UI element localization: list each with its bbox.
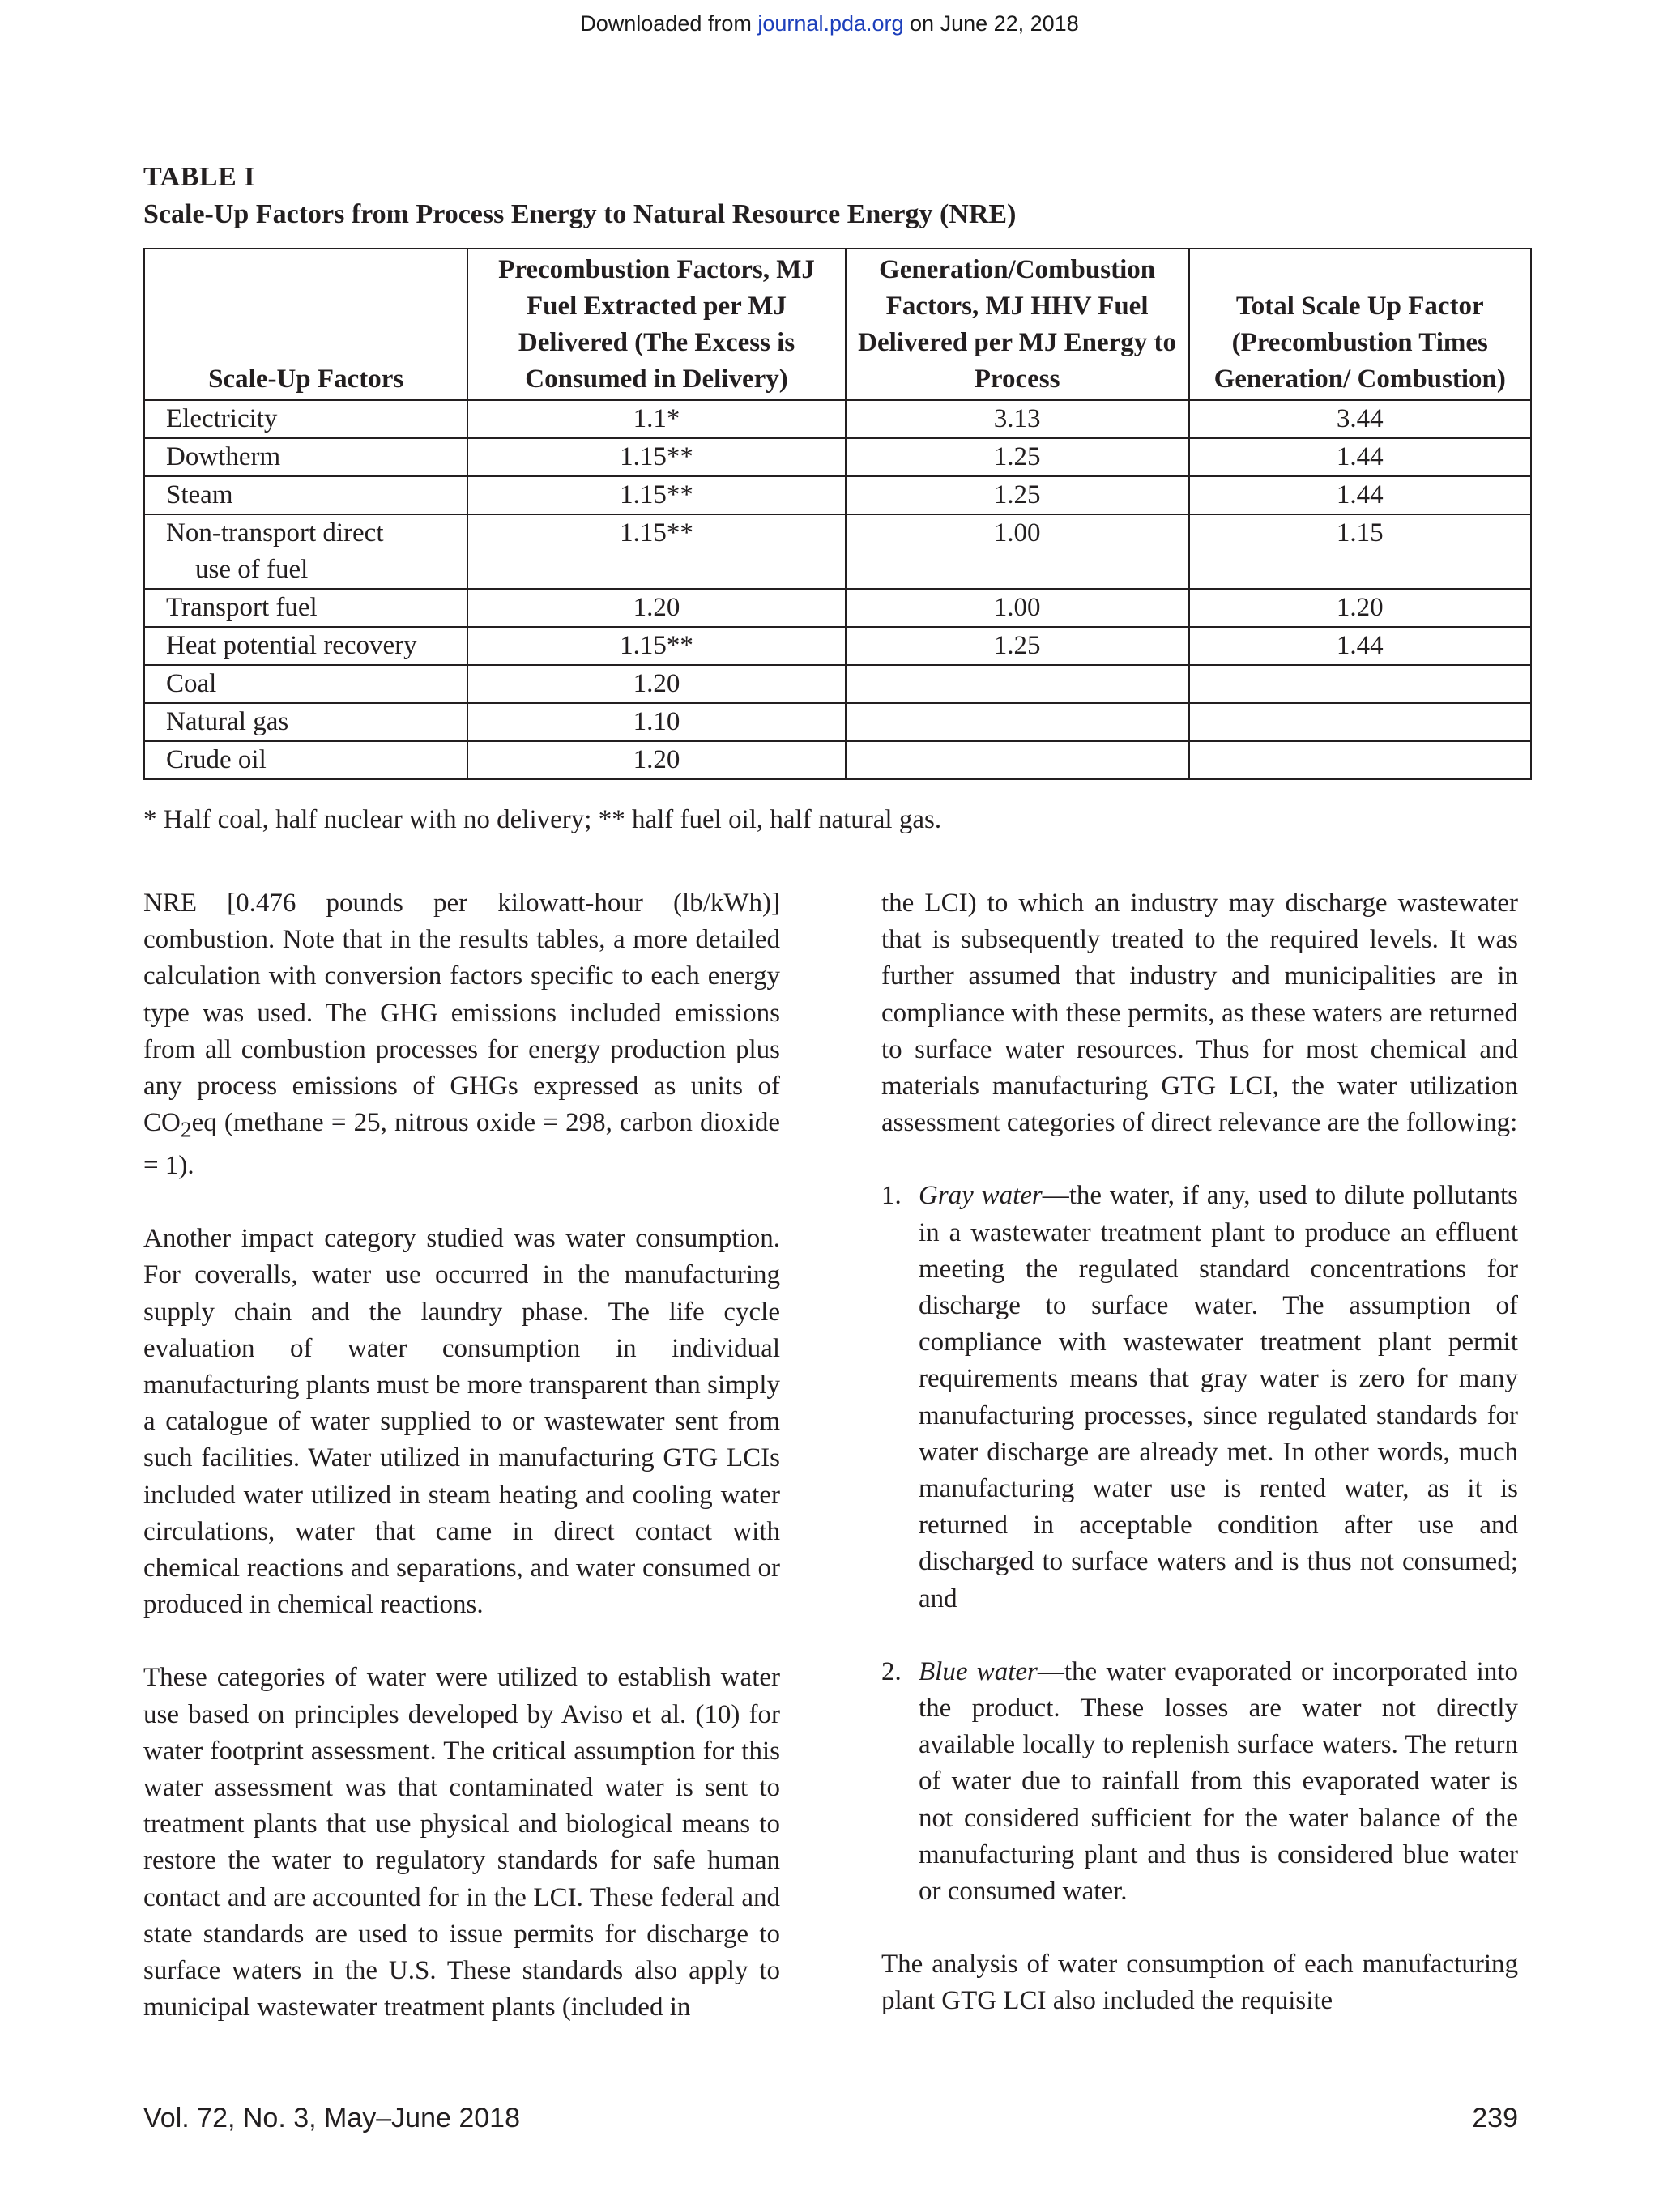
paragraph: These categories of water were utilized to establish water use based on principles developed by Aviso et al. (10) for water footprint assessment. The critical assumption for this water assessment was that contaminated water is sent to treatment plants that use physical and biological means to restore the water to regulatory standards for safe human contact and are accounted for in the LCI. These federal and state standards are used to issue permits for discharge to surface waters in the U.S. These standards also apply to municipal wastewater treatment plants (included in [143,1663,780,2022]
factor-cell: Steam [144,476,467,514]
list-number: 1. [881,1181,902,1211]
generation-cell: 1.00 [846,589,1189,627]
factor-cell: Heat potential recovery [144,627,467,665]
left-column [143,885,780,2026]
total-cell [1189,741,1532,779]
generation-cell: 1.25 [846,627,1189,665]
factor-cell: Natural gas [144,703,467,741]
journal-issue: Vol. 72, No. 3, May–June 2018 [143,2103,520,2133]
table-header-row [144,249,1531,400]
precombustion-cell: 1.1* [467,400,845,438]
paragraph: Another impact category studied was water consumption. For coveralls, water use occurred in the manufacturing supply chain and the laundry phase. The life cycle evaluation of water consumption in individual manufacturing plants must be more transparent than simply a catalogue of water supplied to or wastewater sent from such facilities. Water utilized in manufacturing GTG LCIs included water utilized in steam heating and cooling water circulations, water that came in direct contact with chemical reactions and separations, and water consumed or produced in chemical reactions. [143,1224,780,1620]
right-column [881,885,1518,2020]
total-cell: 1.44 [1189,476,1532,514]
factor-cell: Crude oil [144,741,467,779]
download-prefix: Downloaded from [580,11,758,36]
generation-cell: 3.13 [846,400,1189,438]
precombustion-cell: 1.15** [467,514,845,589]
list-term: Gray water [919,1181,1043,1211]
list-item [881,1178,1518,1617]
total-cell: 1.44 [1189,627,1532,665]
table-footnote: * Half coal, half nuclear with no delivery; ** half fuel oil, half natural gas. [143,805,942,834]
table-row [144,703,1531,741]
total-cell: 3.44 [1189,400,1532,438]
table-row [144,665,1531,703]
factor-cell: Transport fuel [144,589,467,627]
scale-up-factors-table [143,248,1532,780]
paragraph-text: NRE [0.476 pounds per kilowatt-hour (lb/kWh)] combustion. Note that in the results tables, a more detailed calculation with conversion factors specific to each energy type was used. The GHG emissions included emissions from all combustion processes for energy production plus any process emissions of GHGs expressed as units of CO [143,889,780,1138]
factor-line-continued: use of fuel [195,555,309,584]
page-number: 239 [1472,2103,1518,2133]
subscript: 2 [180,1116,192,1142]
journal-link[interactable]: journal.pda.org [757,11,904,36]
table-row [144,627,1531,665]
generation-cell [846,741,1189,779]
factor-cell: Coal [144,665,467,703]
precombustion-cell: 1.10 [467,703,845,741]
download-notice [0,11,1659,36]
factor-line: Non-transport direct [166,518,384,548]
generation-cell [846,665,1189,703]
download-suffix: on June 22, 2018 [903,11,1079,36]
table-row [144,589,1531,627]
table-row [144,476,1531,514]
generation-cell: 1.25 [846,476,1189,514]
table-row [144,400,1531,438]
total-cell [1189,665,1532,703]
table-row [144,438,1531,476]
paragraph: The analysis of water consumption of each manufacturing plant GTG LCI also included the requisite [881,1950,1518,2016]
total-cell: 1.44 [1189,438,1532,476]
precombustion-cell: 1.20 [467,665,845,703]
paragraph: the LCI) to which an industry may discharge wastewater that is subsequently treated to the required levels. It was further assumed that industry and municipalities are in compliance with these permits, as these waters are returned to surface water resources. Thus for most chemical and materials manufacturing GTG LCI, the water utilization assessment categories of direct relevance are the following: [881,889,1518,1138]
list-number: 2. [881,1656,902,1686]
column-header: Generation/Combustion Factors, MJ HHV Fuel Delivered per MJ Energy to Process [846,249,1189,400]
table-row [144,514,1531,589]
factor-cell: Electricity [144,400,467,438]
precombustion-cell: 1.15** [467,438,845,476]
column-header: Scale-Up Factors [144,249,467,400]
list-text: —the water evaporated or incorporated into the product. These losses are water not directly available locally to replenish surface waters. The return of water due to rainfall from this evaporated water is not considered sufficient for the water balance of the manufacturing plant and thus is considered blue water or consumed water. [919,1656,1518,1907]
column-header: Precombustion Factors, MJ Fuel Extracted per MJ Delivered (The Excess is Consumed in Delivery) [467,249,845,400]
generation-cell: 1.00 [846,514,1189,589]
factor-cell: Dowtherm [144,438,467,476]
total-cell: 1.20 [1189,589,1532,627]
list-item [881,1654,1518,1910]
total-cell: 1.15 [1189,514,1532,589]
precombustion-cell: 1.15** [467,627,845,665]
factor-cell [144,514,467,589]
precombustion-cell: 1.15** [467,476,845,514]
table-heading [143,159,1537,233]
list-term: Blue water [919,1656,1038,1686]
list-text: —the water, if any, used to dilute pollutants in a wastewater treatment plant to produce an effluent meeting the regulated standard concentrations for discharge to surface water. The assumption of compliance with wastewater treatment plant permit requirements means that gray water is zero for many manufacturing processes, since regulated standards for water discharge are already met. In other words, much manufacturing water use is rented water, as it is returned in acceptable condition after use and discharged to surface waters and is thus not consumed; and [919,1181,1518,1613]
precombustion-cell: 1.20 [467,741,845,779]
table-title: Scale-Up Factors from Process Energy to Natural Resource Energy (NRE) [143,199,1017,229]
generation-cell: 1.25 [846,438,1189,476]
table-label: TABLE I [143,162,255,192]
generation-cell [846,703,1189,741]
paragraph [143,885,780,1184]
table-row [144,741,1531,779]
total-cell [1189,703,1532,741]
paragraph-text: eq (methane = 25, nitrous oxide = 298, carbon dioxide = 1). [143,1108,780,1181]
column-header: Total Scale Up Factor (Precombustion Times Generation/ Combustion) [1189,249,1532,400]
precombustion-cell: 1.20 [467,589,845,627]
